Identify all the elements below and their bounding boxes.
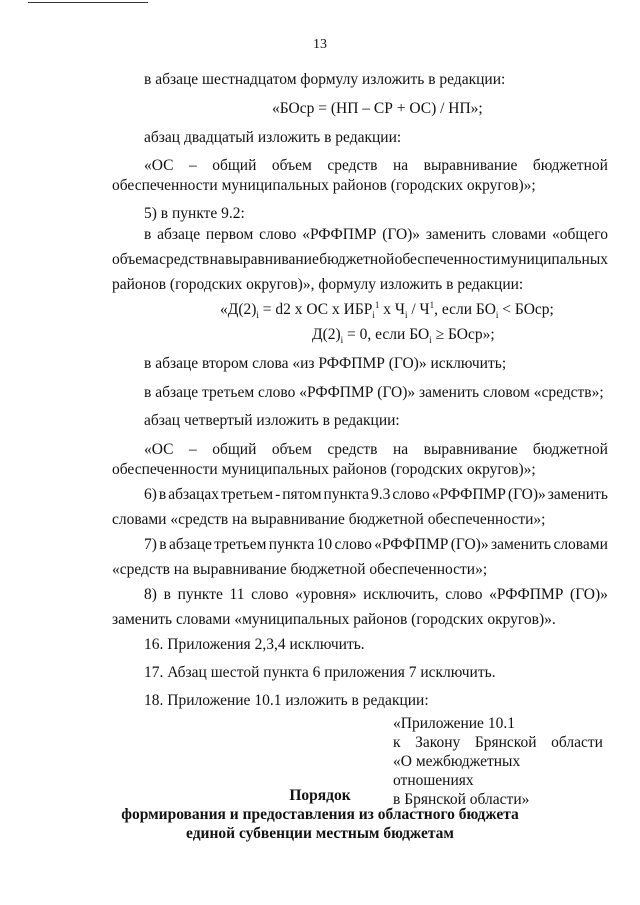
word: словами [491, 226, 547, 243]
word: на [392, 157, 409, 174]
word: 11 [229, 586, 245, 603]
formula-d2-condition-2: $Д(2)_i = 0$, если $БО_i$ ≥ БОср»; [312, 326, 495, 346]
document-title: Порядок [289, 787, 351, 804]
annex-line: в Брянской области» [393, 791, 530, 808]
paragraph-line: в абзаце шестнадцатом формулу изложить в редакции: [144, 71, 506, 88]
word: 9.3 [371, 486, 391, 503]
word: «РФФПМР [431, 486, 506, 503]
word: бюджетной [532, 157, 608, 174]
paragraph-line: 17. Абзац шестой пункта 6 приложения 7 исключить. [144, 664, 496, 681]
word: словами [553, 536, 608, 553]
word: выравнивание [423, 441, 518, 458]
word: заменить [547, 486, 608, 503]
word: абзаце [168, 536, 212, 553]
word: слово [445, 586, 483, 603]
document-subtitle: единой субвенции местным бюджетам [186, 825, 454, 842]
word: «РФФПМР [302, 226, 377, 243]
word: «ОС [144, 157, 174, 174]
word: заменить [425, 226, 486, 243]
os-definition-line-1 [144, 156, 608, 176]
paragraph-line-justified [112, 250, 608, 270]
word: «РФФПМР [374, 536, 449, 553]
word: пункта [323, 486, 370, 503]
word: третьем [214, 536, 267, 553]
word: в [163, 586, 171, 603]
word: «ОС [144, 441, 174, 458]
word: объем [271, 157, 312, 174]
paragraph-line: «средств на выравнивание бюджетной обеспеченности»; [112, 561, 488, 578]
paragraph-line-justified [144, 535, 608, 555]
word: пункте [177, 586, 223, 603]
word: слово [259, 226, 297, 243]
paragraph-line: в абзаце третьем слово «РФФПМР (ГО)» заменить словом «средств»; [144, 384, 604, 401]
word: бюджетной [319, 251, 395, 268]
word: общий [212, 441, 257, 458]
word: «РФФПМР [489, 586, 564, 603]
word: – [188, 157, 197, 174]
word: (ГО)» [382, 226, 421, 243]
word: муниципальных [500, 251, 608, 268]
page-number: 13 [313, 37, 327, 52]
annex-line [393, 733, 603, 752]
word: абзацах [168, 486, 219, 503]
word: абзаце [157, 226, 201, 243]
paragraph-line-justified [144, 485, 608, 505]
word: «уровня» [295, 586, 357, 603]
word: Закону [415, 734, 461, 751]
word: слово [392, 486, 430, 503]
top-rule [28, 2, 148, 3]
word: (ГО)» [507, 486, 546, 503]
paragraph-line: 5) в пункте 9.2: [144, 205, 245, 222]
word: 10 [316, 536, 333, 553]
word: в [144, 226, 152, 243]
formula-d2-condition-1: «$Д(2)_i = d2$ x ОС x $ИБР_i^1$ x $Ч_i / Ч^1$, если $БО_i$ < БОср; [220, 299, 554, 321]
os-definition-line-2: обеспеченности муниципальных районов (городских округов)»; [112, 461, 536, 478]
annex-line: «О межбюджетных отношениях [393, 753, 521, 789]
word: пятом [282, 486, 322, 503]
word: 7) [144, 536, 157, 553]
word: к [393, 734, 401, 751]
word: исключить, [363, 586, 439, 603]
word: – [188, 441, 197, 458]
word: в [158, 486, 167, 503]
word: объем [271, 441, 312, 458]
paragraph-line-justified [144, 585, 608, 605]
paragraph-line-justified [144, 225, 608, 245]
word: средств [327, 157, 378, 174]
paragraph-line: заменить словами «муниципальных районов (городских округов)». [112, 611, 556, 628]
word: (ГО)» [450, 536, 489, 553]
word: в [159, 536, 167, 553]
document-subtitle: формирования и предоставления из областного бюджета [121, 806, 519, 823]
word: обеспеченности [394, 251, 501, 268]
os-definition-line-2: обеспеченности муниципальных районов (городских округов)»; [112, 177, 536, 194]
word: 8) [144, 586, 157, 603]
word: Брянской [474, 734, 537, 751]
word: первом [205, 226, 254, 243]
os-definition-line-1 [144, 440, 608, 460]
word: общий [212, 157, 257, 174]
paragraph-line: районов (городских округов)», формулу изложить в редакции: [112, 276, 524, 293]
formula-bo-sr: «БОср = (НП – СР + ОС) / НП»; [272, 100, 483, 117]
paragraph-line: 18. Приложение 10.1 изложить в редакции: [144, 692, 429, 709]
word: на [209, 251, 225, 268]
word: на [392, 441, 409, 458]
word: 6) [144, 486, 157, 503]
paragraph-line: в абзаце втором слова «из РФФПМР (ГО)» исключить; [144, 355, 507, 372]
word: - [275, 486, 281, 503]
word: выравнивание [423, 157, 518, 174]
word: третьем [220, 486, 274, 503]
word: слово [334, 536, 372, 553]
word: «общего [552, 226, 608, 243]
paragraph-line: 16. Приложения 2,3,4 исключить. [144, 636, 365, 653]
paragraph-line: абзац двадцатый изложить в редакции: [144, 129, 402, 146]
word: (ГО)» [570, 586, 608, 603]
word: объема [112, 251, 159, 268]
word: бюджетной [532, 441, 608, 458]
word: пункта [268, 536, 315, 553]
paragraph-line: словами «средств на выравнивание бюджетной обеспеченности»; [112, 511, 546, 528]
word: средств [159, 251, 210, 268]
word: средств [327, 441, 378, 458]
word: заменить [490, 536, 552, 553]
annex-line: «Приложение 10.1 [393, 715, 515, 732]
word: области [551, 734, 603, 751]
word: выравнивание [225, 251, 319, 268]
paragraph-line: абзац четвертый изложить в редакции: [144, 412, 400, 429]
word: слово [251, 586, 289, 603]
